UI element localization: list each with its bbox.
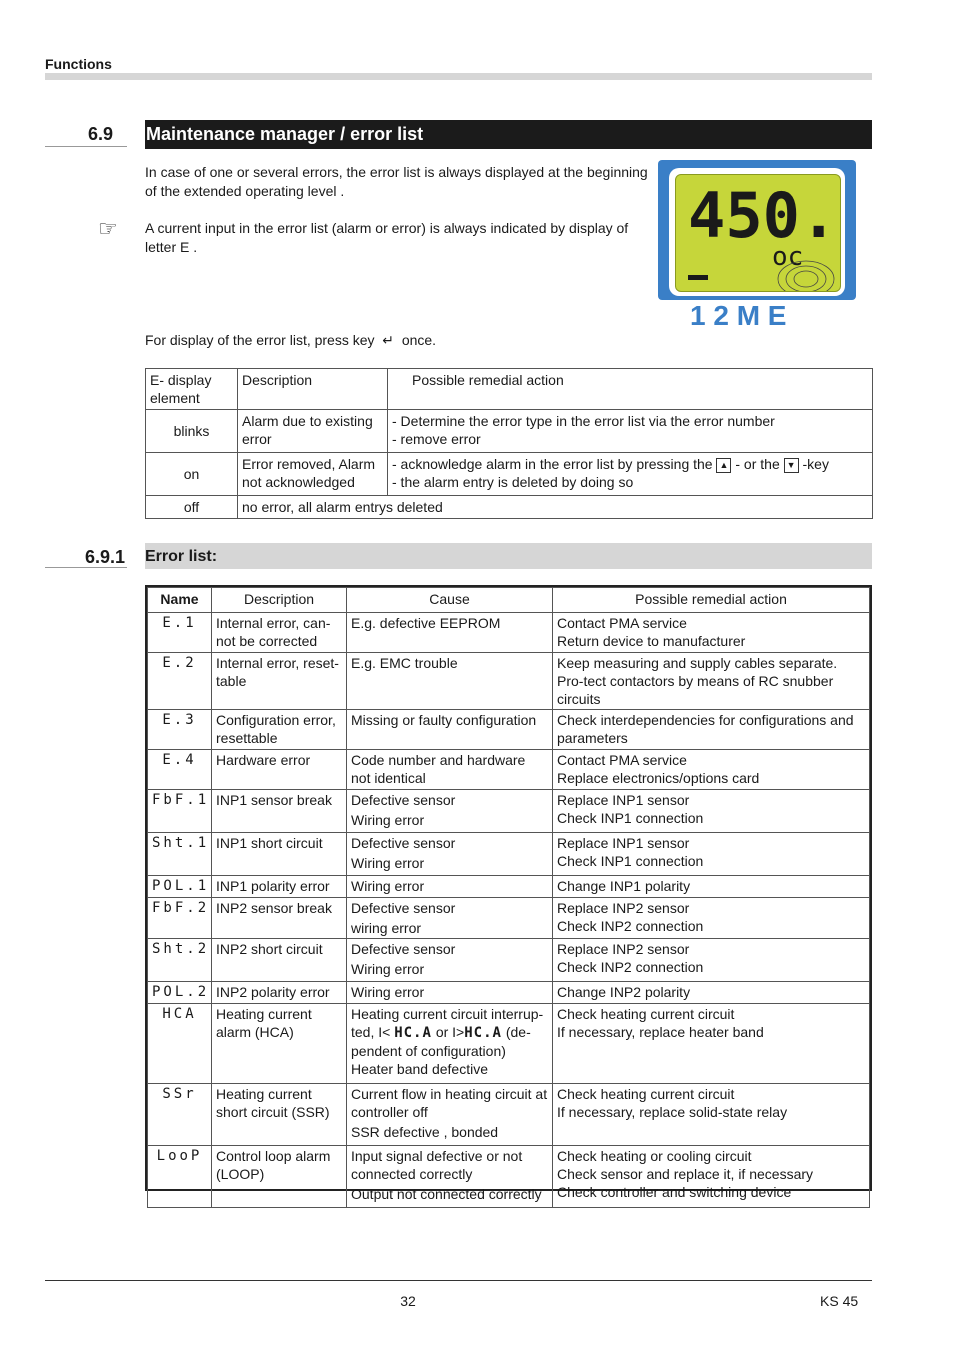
cause-line: Defective sensor bbox=[351, 900, 456, 916]
table-header-cell: Possible remedial action bbox=[553, 588, 870, 613]
section-title: Maintenance manager / error list bbox=[146, 124, 424, 144]
action-cell bbox=[553, 939, 870, 982]
cause-line: Code number and hardware not identical bbox=[351, 752, 526, 786]
intro-paragraph: In case of one or several errors, the error list is always displayed at the beginning of the extended operating level . bbox=[145, 164, 648, 199]
error-list-table-frame bbox=[145, 585, 872, 1202]
lcd-main-value: 450. bbox=[688, 179, 838, 252]
table-row bbox=[146, 496, 873, 519]
error-code-cell: Sht.2 bbox=[148, 939, 212, 982]
cause-text: or I> bbox=[435, 1024, 465, 1040]
description-cell: Control loop alarm (LOOP) bbox=[212, 1146, 347, 1208]
cause-line: Input signal defective or not connected correctly bbox=[351, 1148, 523, 1182]
action-line: Return device to manufacturer bbox=[557, 633, 746, 649]
subsection-title: Error list: bbox=[145, 543, 872, 569]
blink-ring bbox=[794, 271, 818, 287]
action-line: If necessary, replace solid-state relay bbox=[557, 1104, 788, 1120]
action-line: Check sensor and replace it, if necessary bbox=[557, 1166, 814, 1182]
action-cell bbox=[553, 750, 870, 790]
cause-cell bbox=[347, 833, 553, 876]
lcd-graphic bbox=[676, 175, 840, 291]
action-line: Check interdependencies for configurations and parameters bbox=[557, 712, 854, 746]
lcd-code: HC.A bbox=[464, 1025, 502, 1041]
cause-text: (de-pendent of configuration) bbox=[351, 1024, 531, 1059]
document-id: KS 45 bbox=[820, 1293, 859, 1309]
cause-line: Defective sensor bbox=[351, 792, 456, 808]
action-cell bbox=[553, 613, 870, 653]
action-cell bbox=[553, 898, 870, 939]
cause-line: Defective sensor bbox=[351, 941, 456, 957]
description-cell: Internal error, reset-table bbox=[212, 653, 347, 710]
instruction-paragraph bbox=[145, 331, 436, 350]
up-key-icon: ▲ bbox=[716, 458, 731, 473]
error-code-cell: LooP bbox=[148, 1146, 212, 1208]
description-cell: Alarm due to existing error bbox=[238, 410, 388, 453]
cause-cell bbox=[347, 1084, 553, 1146]
cause-cell bbox=[347, 982, 553, 1004]
action-line: - remove error bbox=[392, 431, 481, 447]
action-line: Check INP1 connection bbox=[557, 853, 704, 869]
cause-line: Defective sensor bbox=[351, 835, 456, 851]
description-cell: Configuration error, resettable bbox=[212, 710, 347, 750]
table-header-cell: Description bbox=[238, 369, 388, 410]
table-row bbox=[148, 876, 870, 898]
error-list-table bbox=[147, 587, 870, 1208]
table-header-row bbox=[146, 369, 873, 410]
description-cell: INP1 sensor break bbox=[212, 790, 347, 833]
action-line: Keep measuring and supply cables separate. Pro-tect contactors by means of RC snubber circuits bbox=[557, 655, 838, 707]
action-line: Check heating current circuit bbox=[557, 1086, 735, 1102]
error-code-cell: POL.2 bbox=[148, 982, 212, 1004]
cause-cell bbox=[347, 876, 553, 898]
description-cell: Error removed, Alarm not acknowledged bbox=[238, 453, 388, 496]
table-header-cell: E- display element bbox=[146, 369, 238, 410]
description-cell: INP2 sensor break bbox=[212, 898, 347, 939]
error-code-cell: E.3 bbox=[148, 710, 212, 750]
table-row bbox=[148, 939, 870, 982]
table-header-cell: Possible remedial action bbox=[388, 369, 873, 410]
table-header-row bbox=[148, 588, 870, 613]
cause-line: E.g. defective EEPROM bbox=[351, 615, 501, 631]
action-line: Replace INP2 sensor bbox=[557, 941, 690, 957]
state-cell: blinks bbox=[146, 410, 238, 453]
cause-line: Wiring error bbox=[351, 855, 425, 871]
action-cell bbox=[553, 833, 870, 876]
enter-key-icon: ↵ bbox=[378, 332, 398, 348]
table-row bbox=[146, 453, 873, 496]
action-line: Change INP1 polarity bbox=[557, 878, 691, 894]
action-line: Check heating current circuit bbox=[557, 1006, 735, 1022]
action-cell bbox=[553, 1146, 870, 1208]
table-row bbox=[148, 613, 870, 653]
action-text: - acknowledge alarm in the error list by pressing the bbox=[392, 456, 713, 472]
action-cell bbox=[388, 453, 873, 496]
state-cell: off bbox=[146, 496, 238, 519]
section-number: 6.9 bbox=[45, 121, 127, 147]
table-row bbox=[148, 1146, 870, 1208]
description-cell: Heating current alarm (HCA) bbox=[212, 1004, 347, 1084]
action-cell bbox=[388, 410, 873, 453]
cause-text: Heating current circuit interrup-ted, I< bbox=[351, 1006, 544, 1040]
action-cell bbox=[553, 710, 870, 750]
instruction-text-post: once. bbox=[401, 332, 437, 348]
lcd-sub-value: oc bbox=[772, 242, 804, 272]
cause-cell bbox=[347, 613, 553, 653]
cause-cell bbox=[347, 1004, 553, 1084]
action-line: Replace electronics/options card bbox=[557, 770, 760, 786]
e-display-table bbox=[145, 368, 873, 519]
action-text: -key bbox=[802, 456, 829, 472]
description-cell: no error, all alarm entrys deleted bbox=[238, 496, 873, 519]
action-line: Contact PMA service bbox=[557, 752, 687, 768]
footer-rule bbox=[45, 1280, 872, 1281]
instruction-text-pre: For display of the error list, press key bbox=[145, 332, 375, 348]
section-title-bar bbox=[145, 120, 872, 149]
table-header-cell: Cause bbox=[347, 588, 553, 613]
state-cell: on bbox=[146, 453, 238, 496]
cause-line: Wiring error bbox=[351, 812, 425, 828]
lcd-segment-bar bbox=[688, 275, 708, 280]
error-code-cell: E.4 bbox=[148, 750, 212, 790]
cause-cell bbox=[347, 653, 553, 710]
lcd-display bbox=[675, 174, 841, 292]
cause-line: SSR defective , bonded bbox=[351, 1124, 499, 1140]
table-row bbox=[148, 833, 870, 876]
header-rule bbox=[45, 73, 872, 80]
cause-cell bbox=[347, 939, 553, 982]
pointing-hand-icon: ☞ bbox=[98, 216, 118, 241]
error-code-cell: E.2 bbox=[148, 653, 212, 710]
action-line: Check controller and switching device bbox=[557, 1184, 792, 1200]
cause-cell bbox=[347, 898, 553, 939]
cause-line: Current flow in heating circuit at controller off bbox=[351, 1086, 548, 1120]
action-line: Replace INP1 sensor bbox=[557, 792, 690, 808]
down-key-icon: ▼ bbox=[784, 458, 799, 473]
action-cell bbox=[553, 1084, 870, 1146]
action-line: - the alarm entry is deleted by doing so bbox=[392, 474, 634, 490]
cause-line: wiring error bbox=[351, 920, 422, 936]
page-number: 32 bbox=[400, 1293, 416, 1309]
cause-cell bbox=[347, 790, 553, 833]
action-line: If necessary, replace heater band bbox=[557, 1024, 764, 1040]
error-rows bbox=[148, 613, 870, 1208]
cause-line: Missing or faulty configuration bbox=[351, 712, 537, 728]
error-code-cell: FbF.2 bbox=[148, 898, 212, 939]
action-cell bbox=[553, 982, 870, 1004]
action-line: Change INP2 polarity bbox=[557, 984, 691, 1000]
description-cell: Internal error, can-not be corrected bbox=[212, 613, 347, 653]
action-line: Replace INP2 sensor bbox=[557, 900, 690, 916]
action-line: Contact PMA service bbox=[557, 615, 687, 631]
cause-line: Output not connected correctly bbox=[351, 1186, 542, 1202]
table-row bbox=[148, 653, 870, 710]
description-cell: INP2 short circuit bbox=[212, 939, 347, 982]
cause-line: Wiring error bbox=[351, 984, 425, 1000]
running-header: Functions bbox=[45, 56, 112, 72]
table-header-cell: Description bbox=[212, 588, 347, 613]
action-cell bbox=[553, 1004, 870, 1084]
action-cell bbox=[553, 790, 870, 833]
device-key-labels: 1 2 M E bbox=[690, 300, 787, 331]
action-line: - Determine the error type in the error list via the error number bbox=[392, 413, 775, 429]
error-code-cell: HCA bbox=[148, 1004, 212, 1084]
table-row bbox=[148, 898, 870, 939]
cause-line: Wiring error bbox=[351, 961, 425, 977]
table-row bbox=[146, 410, 873, 453]
action-line: Check INP1 connection bbox=[557, 810, 704, 826]
error-code-cell: Sht.1 bbox=[148, 833, 212, 876]
action-line: Check heating or cooling circuit bbox=[557, 1148, 752, 1164]
cause-cell bbox=[347, 710, 553, 750]
table-row bbox=[148, 1004, 870, 1084]
lcd-code: HC.A bbox=[394, 1025, 432, 1041]
error-code-cell: FbF.1 bbox=[148, 790, 212, 833]
table-header-cell: Name bbox=[148, 588, 212, 613]
error-code-cell: POL.1 bbox=[148, 876, 212, 898]
cause-line: Wiring error bbox=[351, 878, 425, 894]
description-cell: INP2 polarity error bbox=[212, 982, 347, 1004]
subsection-number: 6.9.1 bbox=[45, 543, 127, 568]
table-row bbox=[148, 982, 870, 1004]
cause-line: Heater band defective bbox=[351, 1061, 488, 1077]
error-code-cell: SSr bbox=[148, 1084, 212, 1146]
table-row bbox=[148, 790, 870, 833]
description-cell: INP1 short circuit bbox=[212, 833, 347, 876]
table-row bbox=[148, 1084, 870, 1146]
action-cell bbox=[553, 653, 870, 710]
action-line bbox=[392, 455, 868, 473]
error-code-cell: E.1 bbox=[148, 613, 212, 653]
description-cell: Heating current short circuit (SSR) bbox=[212, 1084, 347, 1146]
action-line: Replace INP1 sensor bbox=[557, 835, 690, 851]
description-cell: Hardware error bbox=[212, 750, 347, 790]
note-paragraph: A current input in the error list (alarm or error) is always indicated by display of letter E . bbox=[145, 220, 629, 255]
cause-cell bbox=[347, 750, 553, 790]
action-line: Check INP2 connection bbox=[557, 959, 704, 975]
table-row bbox=[148, 710, 870, 750]
cause-cell bbox=[347, 1146, 553, 1208]
action-cell bbox=[553, 876, 870, 898]
description-cell: INP1 polarity error bbox=[212, 876, 347, 898]
cause-line: E.g. EMC trouble bbox=[351, 655, 458, 671]
table-row bbox=[148, 750, 870, 790]
action-line: Check INP2 connection bbox=[557, 918, 704, 934]
action-text: - or the bbox=[735, 456, 780, 472]
